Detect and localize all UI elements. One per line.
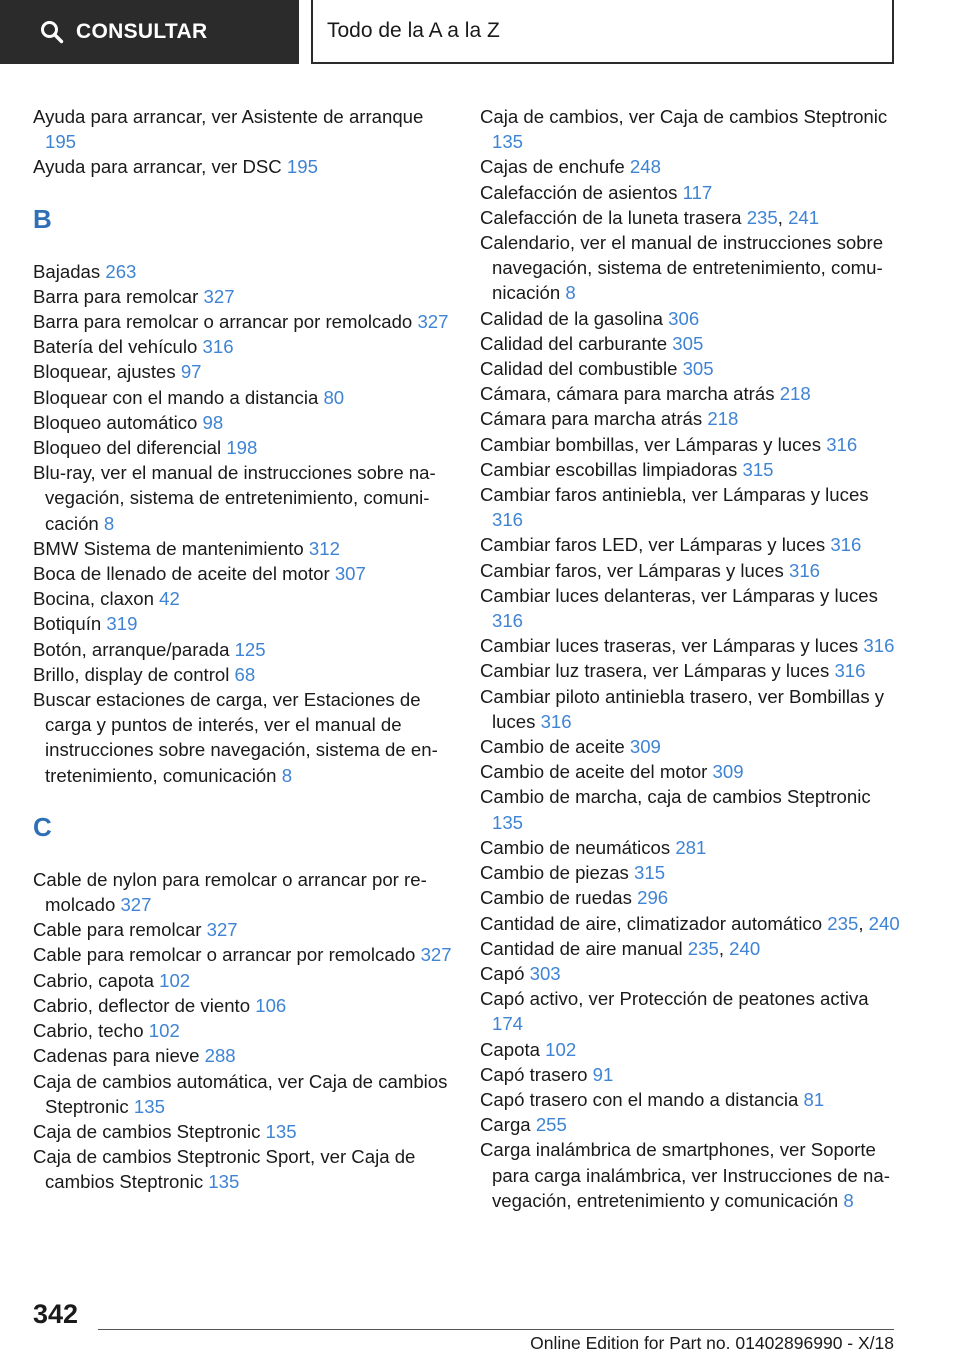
page-reference-link[interactable]: 235: [746, 206, 778, 228]
index-entry-term: Capó trasero con el mando a distancia: [480, 1088, 799, 1110]
index-entry-term: Ayuda para arrancar, ver DSC: [33, 156, 282, 178]
index-entry-term: Bloquear, ajustes: [33, 361, 176, 383]
index-entry: [480, 381, 900, 406]
page-reference-link[interactable]: 296: [637, 887, 669, 909]
index-section-letter: C: [33, 811, 52, 842]
index-entry: Cantidad de aire, climatizador automático 235, 240: [480, 912, 900, 934]
index-section-letter: B: [33, 203, 52, 234]
page-reference-link[interactable]: 80: [323, 386, 345, 408]
top-navigation-bar: [0, 0, 960, 66]
index-entry-term: Calefacción de asientos: [480, 181, 678, 203]
index-entry: [480, 633, 900, 658]
index-entry-term: Cambiar faros, ver Lámparas y luces: [480, 559, 784, 581]
page-reference-link[interactable]: 135: [265, 1120, 297, 1142]
index-entry: Cantidad de aire manual 235, 240: [480, 937, 761, 959]
index-entry-term: Cambio de neumáticos: [480, 836, 671, 858]
index-entry-term: Caja de cambios automática, ver Caja de cambios Steptronic: [33, 1070, 448, 1117]
page-reference-link[interactable]: 316: [834, 660, 866, 682]
page-reference-link[interactable]: 8: [843, 1189, 854, 1211]
index-entry: [480, 180, 900, 205]
page-reference-link[interactable]: 102: [148, 1020, 180, 1042]
page-reference-link[interactable]: 117: [682, 181, 713, 203]
page-reference-link[interactable]: 125: [234, 638, 266, 660]
index-entry: [33, 1018, 453, 1043]
index-entry-term: Caja de cambios, ver Caja de cambios Steptronic: [480, 106, 888, 127]
index-entry-term: Brillo, display de control: [33, 663, 230, 685]
index-entry-term: Ayuda para arrancar, ver Asistente de arranque: [33, 106, 424, 127]
page-reference-link[interactable]: 327: [120, 894, 152, 916]
page-reference-link[interactable]: 106: [255, 994, 287, 1016]
page-reference-link[interactable]: 309: [712, 761, 744, 783]
page-reference-link[interactable]: 240: [729, 937, 761, 959]
index-entry: [33, 687, 453, 788]
page-reference-link[interactable]: 97: [180, 361, 202, 383]
index-entry: [33, 154, 453, 179]
index-entry-term: Carga inalámbrica de smartphones, ver Soporte para carga inalámbrica, ver Instrucciones de navegación, entretenimiento y comunicación: [480, 1139, 890, 1211]
index-entry-term: Botiquín: [33, 613, 102, 635]
index-entry-term: Cajas de enchufe: [480, 156, 625, 178]
index-entry-term: Capó: [480, 962, 525, 984]
page-reference-link[interactable]: 241: [788, 206, 820, 228]
index-entry-term: Cabrio, techo: [33, 1020, 144, 1042]
index-entry-term: Cable de nylon para remolcar o arrancar por remolcado: [33, 868, 427, 916]
section-title: Todo de la A a la Z: [327, 19, 500, 42]
index-column-left: [33, 104, 453, 1195]
index-entry-term: Cambio de ruedas: [480, 887, 632, 909]
index-entry-term: Carga: [480, 1114, 531, 1136]
index-entry-term: Bloquear con el mando a distancia: [33, 386, 319, 408]
index-entry: [33, 259, 453, 284]
index-entry-term: Cable para remolcar o arrancar por remolcado: [33, 944, 416, 966]
page-reference-link[interactable]: 8: [103, 512, 115, 534]
index-entry: [33, 1043, 453, 1068]
footer-edition: Online Edition for Part no. 01402896990 - X/18: [530, 1333, 894, 1353]
page-reference-link[interactable]: 174: [492, 1013, 524, 1035]
page-reference-link[interactable]: 327: [203, 285, 235, 307]
page-reference-link[interactable]: 327: [206, 919, 238, 941]
index-entry-term: Bloqueo del diferencial: [33, 437, 222, 459]
index-entry: [480, 860, 900, 885]
page-reference-link[interactable]: 316: [492, 509, 524, 531]
index-entry-term: Cambiar escobillas limpiadoras: [480, 458, 738, 480]
index-entry: [33, 968, 453, 993]
index-entry: [480, 331, 900, 356]
index-entry: [33, 637, 453, 662]
index-entry: [480, 759, 900, 784]
index-entry: [480, 482, 900, 532]
index-entry: Calefacción de la luneta trasera 235, 241: [480, 206, 820, 228]
page-reference-link[interactable]: 195: [45, 131, 77, 153]
index-entry-term: Cambiar faros antiniebla, ver Lámparas y luces: [480, 484, 869, 506]
page-reference-link[interactable]: 319: [106, 613, 138, 635]
index-entry: [480, 835, 900, 860]
page-reference-link[interactable]: 305: [672, 332, 704, 354]
page-reference-link[interactable]: 102: [159, 969, 191, 991]
page-reference-link[interactable]: 316: [202, 336, 234, 358]
index-entry-term: Capó activo, ver Protección de peatones activa: [480, 988, 869, 1010]
index-entry-term: BMW Sistema de mantenimiento: [33, 537, 304, 559]
index-entry: [480, 154, 900, 179]
index-entry-term: Bloqueo automático: [33, 411, 198, 433]
index-entry-term: Cambio de aceite del motor: [480, 761, 708, 783]
index-entry-term: Cambio de marcha, caja de cambios Steptronic: [480, 786, 871, 808]
page-reference-link[interactable]: 309: [629, 736, 661, 758]
index-entry-term: Calendario, ver el manual de instrucciones sobre navegación, sistema de entretenimiento, comunicación: [480, 232, 884, 304]
page-reference-link[interactable]: 198: [226, 437, 258, 459]
index-entry: [33, 586, 453, 611]
index-entry-term: Cadenas para nieve: [33, 1045, 200, 1067]
page-reference-link[interactable]: 316: [788, 559, 821, 581]
index-entry-term: Capota: [480, 1038, 540, 1060]
index-entry-term: Cambiar luces traseras, ver Lámparas y luces: [480, 635, 859, 657]
index-entry: [480, 1062, 900, 1087]
index-entry: [480, 104, 900, 154]
index-entry-term: Batería del vehículo: [33, 336, 198, 358]
index-entry-term: Barra para remolcar: [33, 285, 199, 307]
index-entry-term: Calefacción de la luneta trasera: [480, 206, 742, 228]
page-reference-link[interactable]: 307: [334, 563, 366, 585]
index-entry-term: Cable para remolcar: [33, 919, 202, 941]
index-entry: [480, 432, 900, 457]
page-reference-link[interactable]: 316: [863, 635, 895, 657]
index-entry: [33, 334, 453, 359]
page-reference-link[interactable]: 255: [535, 1114, 567, 1136]
index-entry: [480, 356, 900, 381]
index-entry: [33, 104, 453, 154]
index-entry-term: Bajadas: [33, 260, 101, 282]
index-entry: [33, 993, 453, 1018]
index-entry-term: Cabrio, capota: [33, 969, 154, 991]
index-entry: [33, 611, 453, 636]
page-reference-link[interactable]: 248: [629, 156, 661, 178]
page-reference-link[interactable]: 135: [133, 1095, 165, 1117]
index-entry: [480, 532, 900, 557]
page-reference-link[interactable]: 316: [830, 534, 862, 556]
index-column-right: [480, 104, 900, 1213]
search-icon: [40, 20, 64, 44]
index-entry-term: Cambio de piezas: [480, 862, 629, 884]
page-reference-link[interactable]: 98: [202, 411, 224, 433]
page-reference-link[interactable]: 8: [565, 282, 576, 304]
index-entry: [480, 1112, 900, 1137]
index-entry-term: Cambiar luces delanteras, ver Lámparas y luces: [480, 584, 878, 606]
page-reference-link[interactable]: 327: [420, 944, 452, 966]
index-entry-term: Bocina, claxon: [33, 588, 154, 610]
index-entry: [480, 784, 900, 834]
page-reference-link[interactable]: 8: [281, 764, 293, 786]
page-reference-link[interactable]: 288: [204, 1045, 236, 1067]
section-tab[interactable]: [311, 0, 894, 64]
index-entry-term: Cambio de aceite: [480, 736, 625, 758]
page-reference-link[interactable]: 195: [286, 156, 318, 178]
page-reference-link[interactable]: 315: [634, 862, 666, 884]
index-entry-term: Cámara para marcha atrás: [480, 408, 703, 430]
page-reference-link[interactable]: 312: [308, 537, 340, 559]
index-entry-term: Cambiar bombillas, ver Lámparas y luces: [480, 433, 822, 455]
index-entry: [480, 734, 900, 759]
page-reference-link[interactable]: 263: [105, 260, 137, 282]
page-reference-link[interactable]: 316: [540, 710, 572, 732]
page-reference-link[interactable]: 218: [707, 408, 739, 430]
index-entry: [33, 284, 453, 309]
page-reference-link[interactable]: 235: [827, 912, 859, 934]
index-entry-term: Cambiar faros LED, ver Lámparas y luces: [480, 534, 826, 556]
page-reference-link[interactable]: 135: [492, 811, 524, 833]
page-reference-link[interactable]: 327: [417, 311, 449, 333]
index-entry: [480, 1037, 900, 1062]
index-entry: [480, 457, 900, 482]
page-reference-link[interactable]: 81: [803, 1088, 825, 1110]
index-entry: [33, 410, 453, 435]
index-entry: [480, 658, 900, 683]
index-entry-term: Cambiar luz trasera, ver Lámparas y luces: [480, 660, 830, 682]
index-entry-term: Botón, arranque/parada: [33, 638, 230, 660]
index-entry-term: Cambiar piloto antiniebla trasero, ver Bombillas y luces: [480, 685, 885, 732]
index-entry: [480, 406, 900, 431]
page-reference-link[interactable]: 91: [592, 1063, 614, 1085]
page-reference-link[interactable]: 303: [529, 962, 561, 984]
page-reference-link[interactable]: 281: [675, 836, 707, 858]
page-number: 342: [33, 1299, 79, 1329]
index-entry: [33, 1144, 453, 1194]
page-reference-link[interactable]: 306: [668, 307, 700, 329]
index-entry: [33, 1069, 453, 1119]
index-entry-term: Cabrio, deflector de viento: [33, 994, 251, 1016]
page-reference-link[interactable]: 135: [208, 1171, 240, 1193]
index-entry: [33, 917, 453, 942]
index-entry: [480, 306, 900, 331]
index-entry-term: Cámara, cámara para marcha atrás: [480, 383, 775, 405]
index-entry: [33, 435, 453, 460]
page-reference-link[interactable]: 68: [234, 663, 256, 685]
page-reference-link[interactable]: 305: [682, 358, 714, 380]
page-reference-link[interactable]: 316: [492, 610, 524, 632]
index-entry: [480, 885, 900, 910]
index-entry: [33, 1119, 453, 1144]
consult-tab[interactable]: [0, 0, 299, 64]
index-entry-term: Buscar estaciones de carga, ver Estaciones de carga y puntos de interés, ver el manual de instrucciones sobre navegación, sistema de entretenimiento, comunicación: [33, 689, 438, 786]
index-entry: [480, 583, 900, 633]
index-entry: [480, 230, 900, 306]
page-reference-link[interactable]: 102: [545, 1038, 577, 1060]
page-reference-link[interactable]: 42: [159, 588, 180, 610]
index-entry: [480, 1087, 900, 1112]
page-reference-link[interactable]: 235: [687, 937, 719, 959]
index-entry: [33, 662, 453, 687]
index-entry: [33, 561, 453, 586]
index-entry-term: Capó trasero: [480, 1063, 588, 1085]
index-entry: [480, 961, 900, 986]
index-entry: [33, 942, 453, 967]
index-entry-term: Calidad del carburante: [480, 332, 668, 354]
index-entry: [33, 385, 453, 410]
index-entry: [480, 1137, 900, 1213]
index-entry: [33, 536, 453, 561]
consult-label: CONSULTAR: [76, 20, 208, 43]
index-entry: [480, 986, 900, 1036]
index-entry-term: Calidad del combustible: [480, 358, 678, 380]
page-reference-link[interactable]: 135: [492, 131, 524, 153]
index-entry-term: Blu-ray, ver el manual de instrucciones sobre navegación, sistema de entretenimiento, comunicación: [33, 462, 436, 534]
index-entry: [33, 460, 453, 536]
index-entry-term: Boca de llenado de aceite del motor: [33, 563, 330, 585]
index-entry-term: Caja de cambios Steptronic Sport, ver Caja de cambios Steptronic: [33, 1146, 416, 1193]
page-reference-link[interactable]: 315: [742, 458, 774, 480]
index-entry: [480, 684, 900, 734]
page-reference-link[interactable]: 316: [826, 433, 858, 455]
index-entry: [33, 309, 453, 334]
page-reference-link[interactable]: 218: [779, 383, 811, 405]
index-entry: [33, 359, 453, 384]
index-entry: [33, 867, 453, 917]
index-entry-term: Caja de cambios Steptronic: [33, 1120, 261, 1142]
page-reference-link[interactable]: 240: [868, 912, 900, 934]
index-entry: [480, 558, 900, 583]
footer-divider: [98, 1329, 894, 1330]
index-entry-term: Cantidad de aire, climatizador automático: [480, 912, 823, 934]
index-entry-term: Barra para remolcar o arrancar por remolcado: [33, 311, 413, 333]
index-entry-term: Calidad de la gasolina: [480, 307, 663, 329]
index-entry-term: Cantidad de aire manual: [480, 937, 683, 959]
